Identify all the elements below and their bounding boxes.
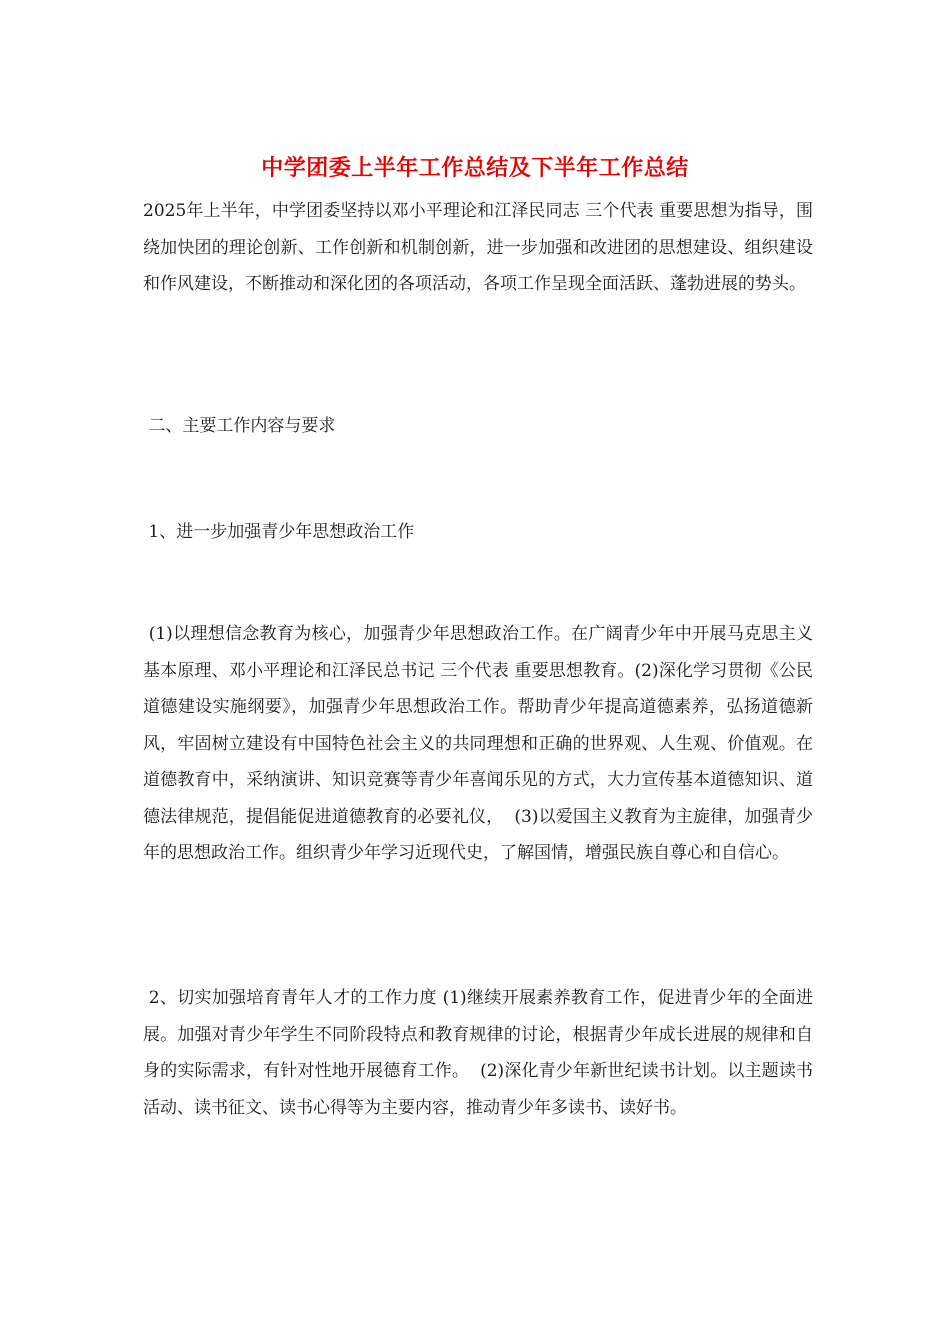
document-title: 中学团委上半年工作总结及下半年工作总结: [261, 155, 689, 181]
item1-heading: 1、进一步加强青少年思想政治工作: [143, 522, 415, 542]
item2-paragraph: 2、切实加强培育青年人才的工作力度 (1)继续开展素养教育工作，促进青少年的全面进展。加强对青少年学生不同阶段特点和教育规律的讨论，根据青少年成长进展的规律和自身的实际需求，有针对性地开展德育工作。 (2)深化青少年新世纪读书计划。以主题读书活动、读书征文、读书心得等为主要内容，推动青少年多读书、读好书。: [143, 988, 813, 1118]
item1-body-paragraph: (1)以理想信念教育为核心，加强青少年思想政治工作。在广阔青少年中开展马克思主义基本原理、邓小平理论和江泽民总书记 三个代表 重要思想教育。(2)深化学习贯彻《公民道德建设实施纲要》，加强青少年思想政治工作。帮助青少年提高道德素养，弘扬道德新风，牢固树立建设有中国特色社会主义的共同理想和正确的世界观、人生观、价值观。在道德教育中，采纳演讲、知识竞赛等青少年喜闻乐见的方式，大力宣传基本道德知识、道德法律规范，提倡能促进道德教育的必要礼仪， (3)以爱国主义教育为主旋律，加强青少年的思想政治工作。组织青少年学习近现代史，了解国情，增强民族自尊心和自信心。: [143, 624, 813, 863]
section-heading: 二、主要工作内容与要求: [143, 416, 336, 436]
intro-paragraph: 2025年上半年，中学团委坚持以邓小平理论和江泽民同志 三个代表 重要思想为指导，围绕加快团的理论创新、工作创新和机制创新，进一步加强和改进团的思想建设、组织建设和作风建设，不断推动和深化团的各项活动，各项工作呈现全面活跃、蓬勃进展的势头。: [143, 201, 813, 294]
